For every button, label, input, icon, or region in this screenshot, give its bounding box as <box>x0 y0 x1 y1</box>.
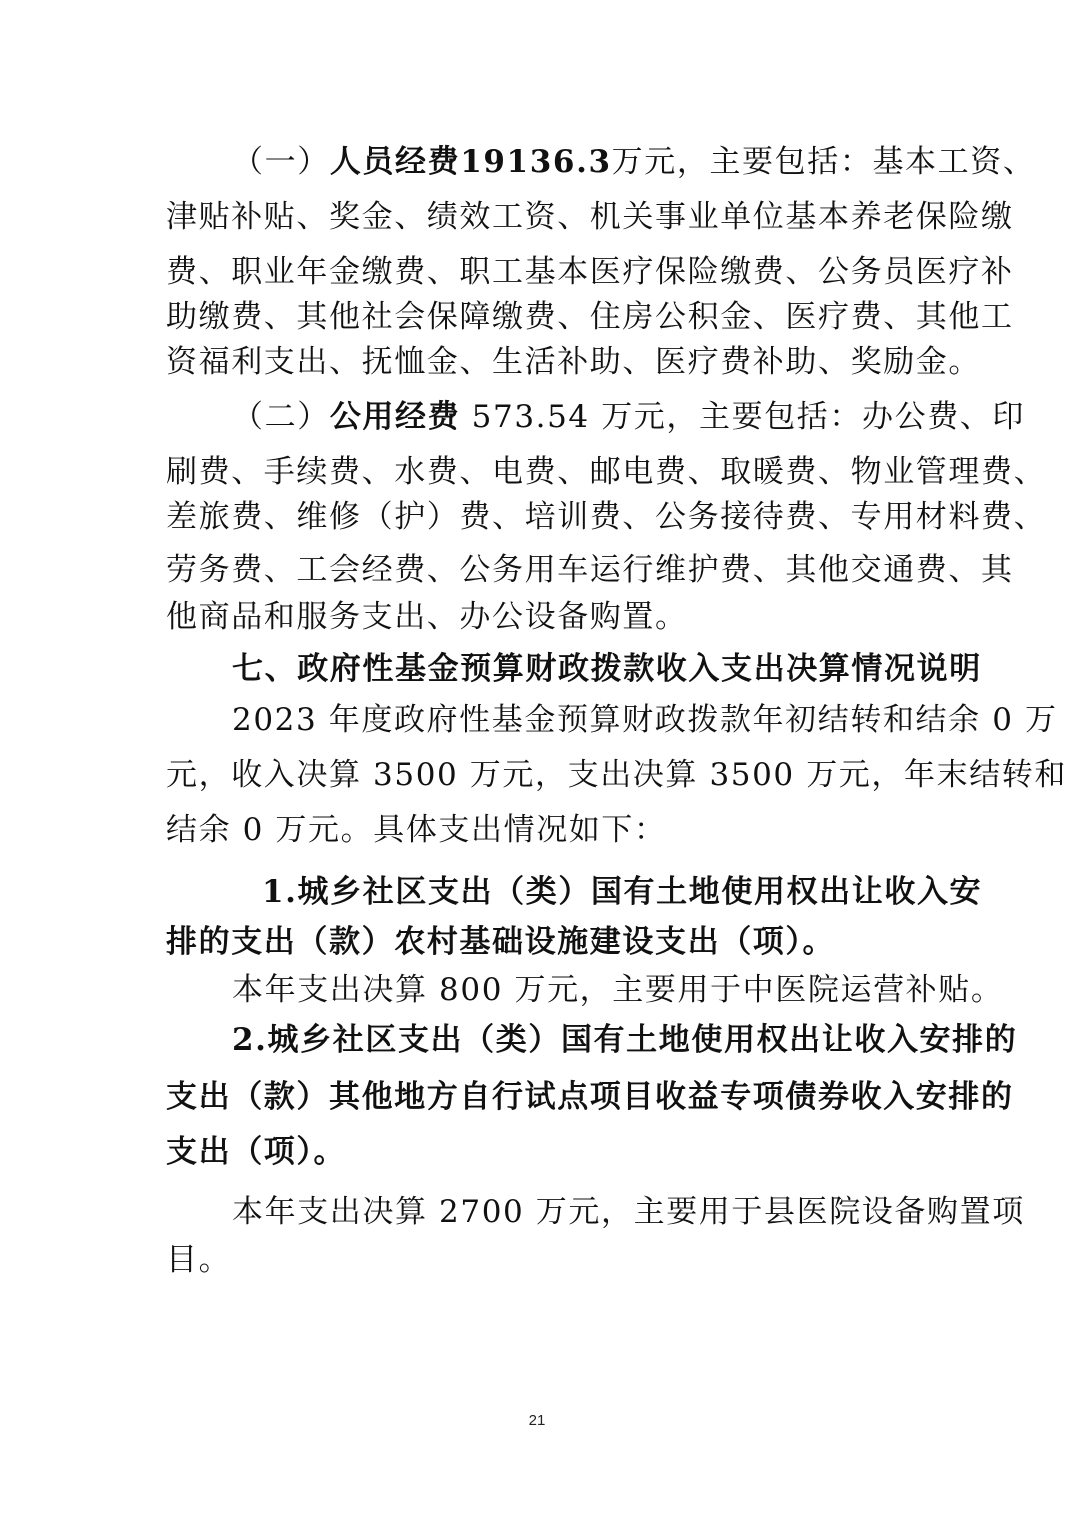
paragraph-line: 津贴补贴、奖金、绩效工资、机关事业单位基本养老保险缴 <box>166 199 1014 235</box>
item2-detail: 目。 <box>166 1242 232 1278</box>
paragraph-line: 差旅费、维修（护）费、培训费、公务接待费、专用材料费、 <box>166 499 1047 535</box>
paragraph-line: 他商品和服务支出、办公设备购置。 <box>166 599 688 635</box>
paragraph-line: 2023 年度政府性基金预算财政拨款年初结转和结余 0 万 <box>232 702 1058 738</box>
paragraph-line: 助缴费、其他社会保障缴费、住房公积金、医疗费、其他工 <box>166 299 1014 335</box>
item2-heading-line: 支出（项）。 <box>166 1134 347 1170</box>
personnel-amount: 19136.3 <box>460 144 612 180</box>
section-heading: 七、政府性基金预算财政拨款收入支出决算情况说明 <box>232 651 982 687</box>
public-title: 公用经费 <box>329 399 461 435</box>
paragraph-line: 资福利支出、抚恤金、生活补助、医疗费补助、奖励金。 <box>166 344 981 380</box>
personnel-first-line: （一）人员经费19136.3万元，主要包括：基本工资、 <box>232 144 1036 180</box>
item1-detail: 本年支出决算 800 万元，主要用于中医院运营补贴。 <box>232 972 1004 1008</box>
item1-heading-line: 1.城乡社区支出（类）国有土地使用权出让收入安 <box>262 874 983 910</box>
item2-heading-line: 2.城乡社区支出（类）国有土地使用权出让收入安排的 <box>232 1022 1018 1058</box>
paragraph-line: 元，收入决算 3500 万元，支出决算 3500 万元，年末结转和 <box>166 757 1067 793</box>
item1-heading-line: 排的支出（款）农村基础设施建设支出（项）。 <box>166 924 836 960</box>
paragraph-line: 刷费、手续费、水费、电费、邮电费、取暖费、物业管理费、 <box>166 454 1047 490</box>
item2-heading-line: 支出（款）其他地方自行试点项目收益专项债券收入安排的 <box>166 1079 1014 1115</box>
paragraph-line: 结余 0 万元。具体支出情况如下： <box>166 812 667 848</box>
page-number: 21 <box>528 1412 546 1429</box>
personnel-title: 人员经费 <box>329 144 461 180</box>
item2-detail: 本年支出决算 2700 万元，主要用于县医院设备购置项 <box>232 1194 1025 1230</box>
paragraph-line: 费、职业年金缴费、职工基本医疗保险缴费、公务员医疗补 <box>166 254 1014 290</box>
public-first-line: （二）公用经费 573.54 万元，主要包括：办公费、印 <box>232 399 1025 435</box>
paragraph-line: 劳务费、工会经费、公务用车运行维护费、其他交通费、其 <box>166 552 1014 588</box>
